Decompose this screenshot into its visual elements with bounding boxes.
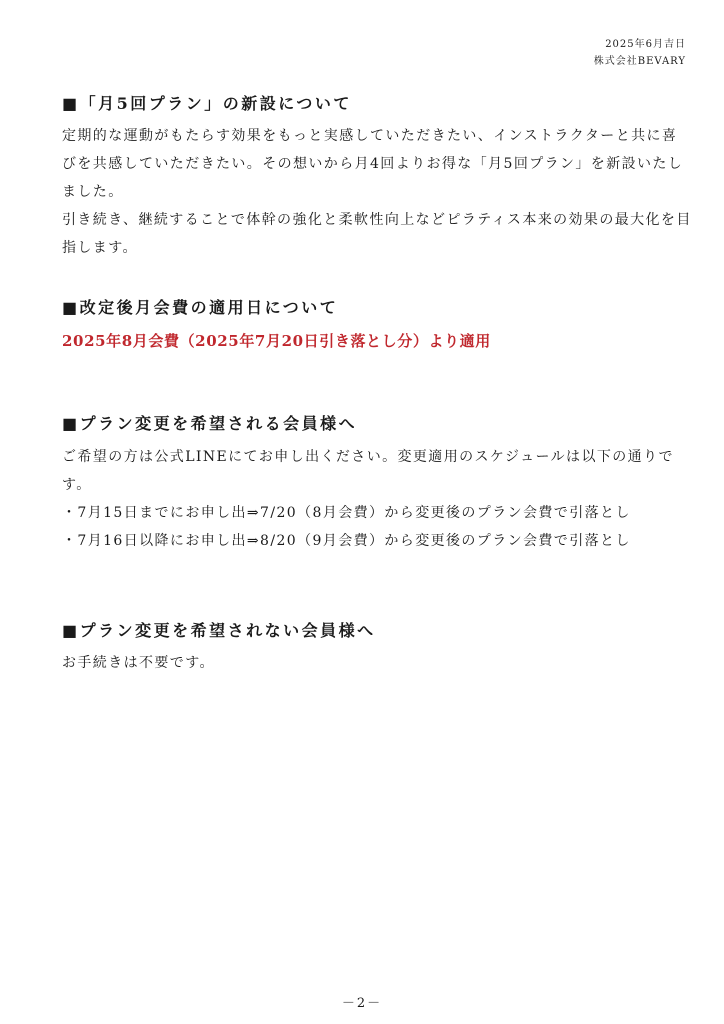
paragraph: お手続きは不要です。: [62, 655, 215, 671]
section-heading: ■プラン変更を希望されない会員様へ: [62, 621, 376, 640]
company-name: 株式会社BEVARY: [593, 56, 686, 67]
effective-date-notice: 2025年8月会費（2025年7月20日引き落とし分）より適用: [62, 332, 491, 350]
schedule-bullet: ・7月15日までにお申し出⇒7/20（8月会費）から変更後のプラン会費で引落とし: [62, 505, 631, 521]
paragraph: ご希望の方は公式LINEにてお申し出ください。変更適用のスケジュールは以下の通りです。: [62, 449, 674, 493]
issue-date: 2025年6月吉日: [605, 39, 686, 50]
paragraph: 引き続き、継続することで体幹の強化と柔軟性向上などピラティス本来の効果の最大化を目指します。: [62, 212, 692, 256]
section-heading: ■改定後月会費の適用日について: [62, 298, 339, 317]
section-plan-change: [62, 412, 692, 555]
document-body: [62, 92, 692, 677]
paragraph: 定期的な運動がもたらす効果をもっと実感していただきたい、インストラクターと共に喜びを共感していただきたい。その想いから月4回よりお得な「月5回プラン」を新設いたしました。: [62, 128, 684, 200]
section-heading: ■プラン変更を希望される会員様へ: [62, 414, 358, 433]
section-new-plan: [62, 92, 692, 262]
section-effective-date: [62, 296, 692, 354]
section-heading: ■「月5回プラン」の新設について: [62, 94, 352, 113]
document-header: [594, 36, 686, 70]
schedule-bullet: ・7月16日以降にお申し出⇒8/20（9月会費）から変更後のプラン会費で引落とし: [62, 533, 631, 549]
page-number: －2－: [341, 996, 383, 1011]
section-no-change: [62, 619, 692, 677]
